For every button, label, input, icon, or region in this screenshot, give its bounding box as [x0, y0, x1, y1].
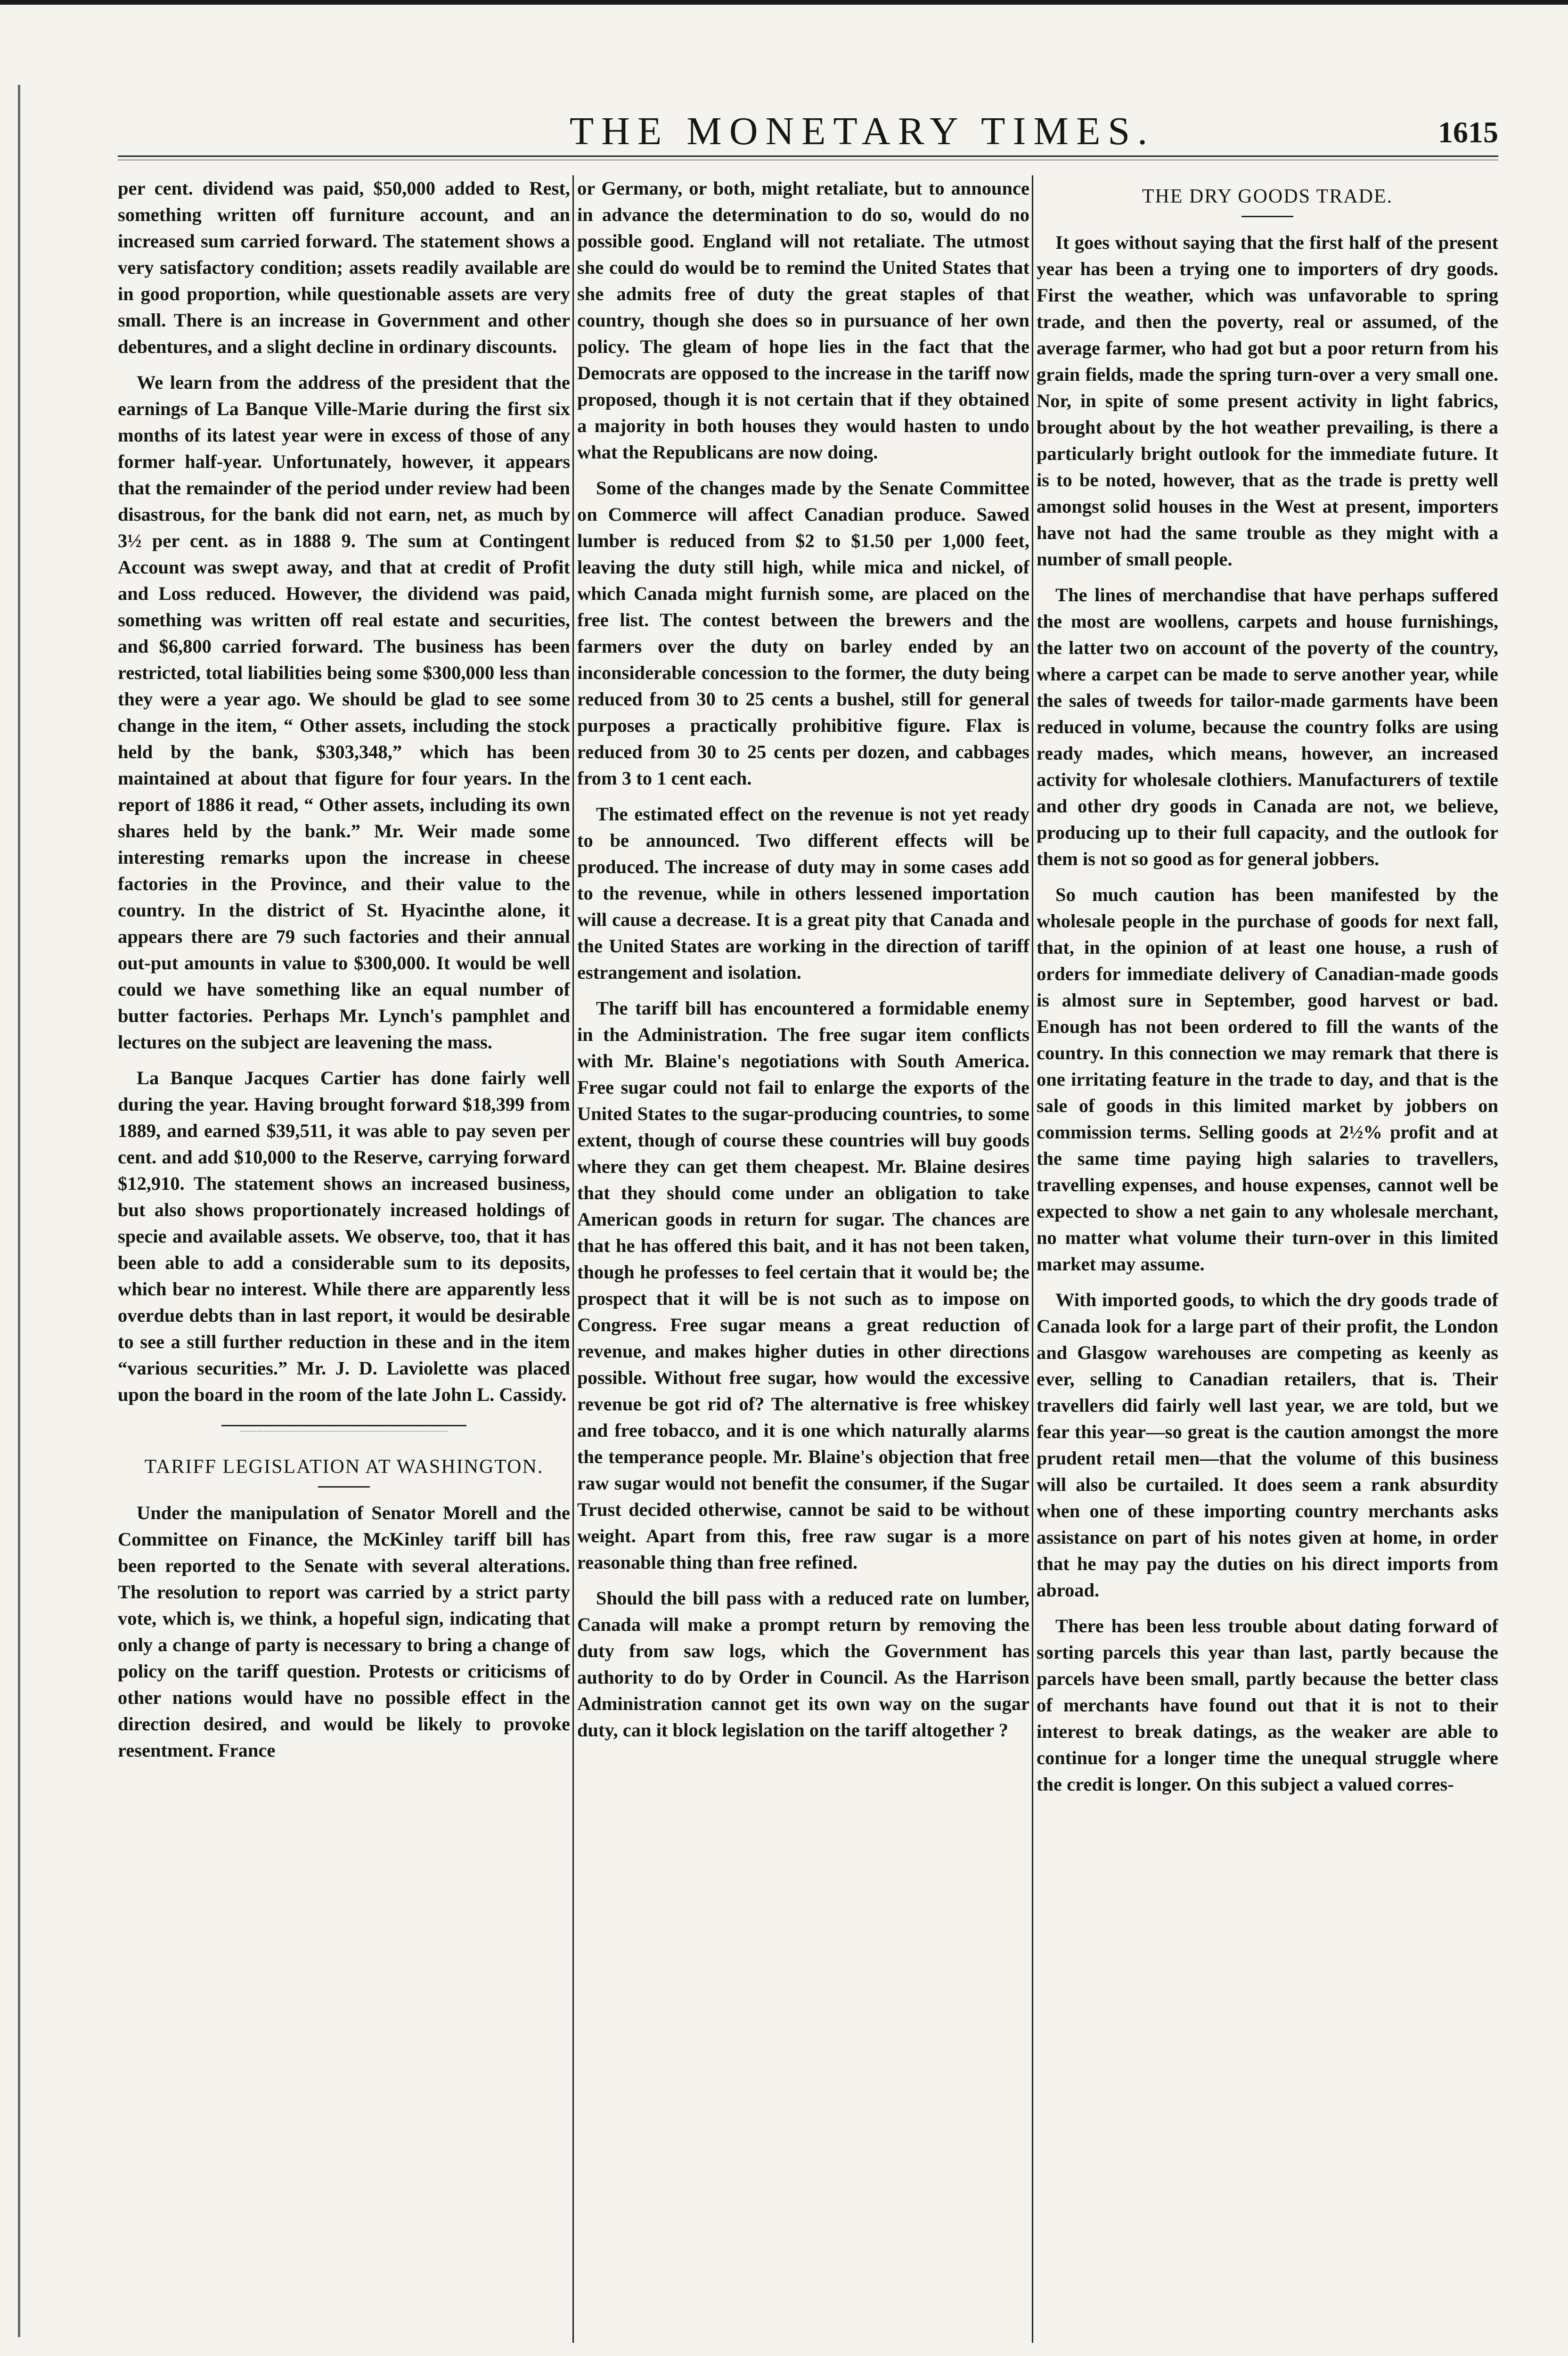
section-separator: [221, 1425, 466, 1426]
article-paragraph: So much caution has been manifested by the wholesale people in the purchase of goods for next fall, that, in the opinion of at least one house, a rush of orders for immediate delivery of Canadian-made goods is almost sure in September, good harvest or bad. Enough has not been ordered to fill the wants of the country. In this connection we may remark that there is one irritating feature in the trade to day, and that is the sale of goods in this limited market by jobbers on commission terms. Selling goods at 2½% profit and at the same time paying high salaries to travellers, travelling expenses, and house expenses, cannot well be expected to show a net gain to any wholesale merchant, no matter what volume their turn-over in this limited market may assume.: [1037, 884, 1498, 1275]
column-divider: [572, 175, 574, 2343]
article-paragraph: There has been less trouble about dating forward of sorting parcels this year than last, partly because the parcels have been small, partly because the better class of merchants have found out that it is not to their interest to break datings, as the weaker are able to continue for a longer time the unequal struggle where the credit is longer. On this subject a valued corres-: [1037, 1615, 1498, 1795]
masthead-title: THE MONETARY TIMES.: [569, 109, 1155, 153]
article-paragraph: La Banque Jacques Cartier has done fairly well during the year. Having brought forward $18,399 from 1889, and earned $39,511, it was able to pay seven per cent. and add $10,000 to the Reserve, carrying forward $12,910. The statement shows an increased business, but also shows proportionately increased holdings of specie and available assets. We observe, too, that it has been able to add a considerable sum to its deposits, which bear no interest. While there are apparently less overdue debts than in last report, it would be desirable to see a still further reduction in these and in the item “various securities.” Mr. J. D. Laviolette was placed upon the board in the room of the late John L. Cassidy.: [118, 1067, 570, 1405]
article-paragraph: Should the bill pass with a reduced rate on lumber, Canada will make a prompt return by removing the duty from saw logs, which the Government has authority to do by Order in Council. As the Harrison Administration cannot get its own way on the sugar duty, can it block legislation on the tariff altogether ?: [577, 1587, 1029, 1741]
top-border-rule: [0, 0, 1568, 5]
section-separator: [240, 1431, 448, 1432]
article-paragraph: The lines of merchandise that have perhaps suffered the most are woollens, carpets and house furnishings, the latter two on account of the poverty of the country, where a carpet can be made to serve another year, while the sales of tweeds for tailor-made garments have been reduced in volume, because the country folks are using ready mades, which means, however, an increased activity for wholesale clothiers. Manufacturers of textile and other dry goods in Canada are not, we believe, producing up to their full capacity, and the outlook for them is not so good as for general jobbers.: [1037, 584, 1498, 869]
article-paragraph: The estimated effect on the revenue is not yet ready to be announced. Two different effects will be produced. The increase of duty may in some cases add to the revenue, while in others lessened importation will cause a decrease. It is a great pity that Canada and the United States are working in the direction of tariff estrangement and isolation.: [577, 803, 1029, 983]
article-paragraph: Under the manipulation of Senator Morell and the Committee on Finance, the McKinley tariff bill has been reported to the Senate with several alterations. The resolution to report was carried by a strict party vote, which is, we think, a hopeful sign, indicating that only a change of party is necessary to bring a change of policy on the tariff question. Protests or criticisms of other nations would have no possible effect in the direction desired, and would be likely to provoke resentment. France: [118, 1502, 570, 1761]
column-1: [118, 175, 570, 2343]
article-paragraph: Some of the changes made by the Senate Committee on Commerce will affect Canadian produce. Sawed lumber is reduced from $2 to $1.50 per 1,000 feet, leaving the duty still high, while mica and nickel, of which Canada might furnish some, are placed on the free list. The contest between the brewers and the farmers over the duty on barley ended by an inconsiderable concession to the former, the duty being reduced from 30 to 25 cents a bushel, still for general purposes a practically prohibitive figure. Flax is reduced from 30 to 25 cents per dozen, and cabbages from 3 to 1 cent each.: [577, 477, 1029, 789]
masthead-rule: [118, 155, 1498, 160]
column-2: [577, 175, 1029, 2343]
article-paragraph: per cent. dividend was paid, $50,000 added to Rest, something written off furniture account, and an increased sum carried forward. The statement shows a very satisfactory condition; assets readily available are in good proportion, while questionable assets are very small. There is an increase in Government and other debentures, and a slight decline in ordinary discounts.: [118, 178, 570, 357]
article-paragraph: We learn from the address of the president that the earnings of La Banque Ville-Marie during the first six months of its latest year were in excess of those of any former half-year. Unfortunately, however, it appears that the remainder of the period under review had been disastrous, for the bank did not earn, net, as much by 3½ per cent. as in 1888 9. The sum at Contingent Account was swept away, and that at credit of Profit and Loss reduced. However, the dividend was paid, something was written off real estate and securities, and $6,800 carried forward. The business has been restricted, total liabilities being some $300,000 less than they were a year ago. We should be glad to see some change in the item, “ Other assets, including the stock held by the bank, $303,348,” which has been maintained at about that figure for four years. In the report of 1886 it read, “ Other assets, including its own shares held by the bank.” Mr. Weir made some interesting remarks upon the increase in cheese factories in the Province, and their value to the country. In the district of St. Hyacinthe alone, it appears there are 79 such factories and their annual out-put amounts in value to $300,000. It would be well could we have something like an equal number of butter factories. Perhaps Mr. Lynch's pamphlet and lectures on the subject are leavening the mass.: [118, 372, 570, 1053]
article-paragraph: or Germany, or both, might retaliate, but to announce in advance the determination to do so, would do no possible good. England will not retaliate. The utmost she could do would be to remind the United States that she admits free of duty the great staples of that country, though she does so in pursuance of her own policy. The gleam of hope lies in the fact that the Democrats are opposed to the increase in the tariff now proposed, though it is not certain that if they obtained a majority in both houses they would hasten to undo what the Republicans are now doing.: [577, 178, 1029, 463]
article-heading: TARIFF LEGISLATION AT WASHINGTON.: [144, 1456, 544, 1478]
page-number: 1615: [1438, 115, 1498, 149]
column-divider: [1032, 175, 1033, 2343]
page-edge-shadow: [18, 85, 25, 2337]
masthead: [118, 108, 1498, 155]
article-paragraph: It goes without saying that the first half of the present year has been a trying one to importers of dry goods. First the weather, which was unfavorable to spring trade, and then the poverty, real or assumed, of the average farmer, who had got but a poor return from his grain fields, made the spring turn-over a very small one. Nor, in spite of some present activity in light fabrics, brought about by the hot weather prevailing, is there a particularly bright outlook for the immediate future. It is to be noted, however, that as the trade is pretty well amongst solid houses in the West at present, importers have not had the same trouble as they might with a number of small people.: [1037, 232, 1498, 570]
heading-dash: [318, 1486, 370, 1488]
article-paragraph: The tariff bill has encountered a formidable enemy in the Administration. The free sugar item conflicts with Mr. Blaine's negotiations with South America. Free sugar could not fail to enlarge the exports of the United States to the sugar-producing countries, to some extent, though of course these countries will buy goods where they can get them cheapest. Mr. Blaine desires that they should come under an obligation to take American goods in return for sugar. The chances are that he has offered this bait, and it has not been taken, though he professes to feel certain that it would be; the prospect that it will be is not such as to impose on Congress. Free sugar means a great reduction of revenue, and makes higher duties in other directions possible. Without free sugar, how would the excessive revenue be got rid of? The alternative is free whiskey and free tobacco, and it is one which naturally alarms the temperance people. Mr. Blaine's objection that free raw sugar would not benefit the consumer, if the Sugar Trust decided otherwise, cannot be said to be without weight. Apart from this, free raw sugar is a more reasonable thing than free refined.: [577, 998, 1029, 1573]
article-heading: THE DRY GOODS TRADE.: [1142, 186, 1393, 207]
heading-dash: [1241, 216, 1293, 217]
article-paragraph: With imported goods, to which the dry goods trade of Canada look for a large part of their profit, the London and Glasgow warehouses are competing as keenly as ever, selling to Canadian retailers, that is. Their travellers did fairly well last year, we are told, but we fear this year—so great is the caution amongst the more prudent retail men—that the volume of this business will also be curtailed. It does seem a rank absurdity when one of these importing country merchants asks assistance on part of his notes given at home, in order that he may pay the duties on his direct imports from abroad.: [1037, 1289, 1498, 1601]
column-3: [1037, 175, 1498, 2343]
